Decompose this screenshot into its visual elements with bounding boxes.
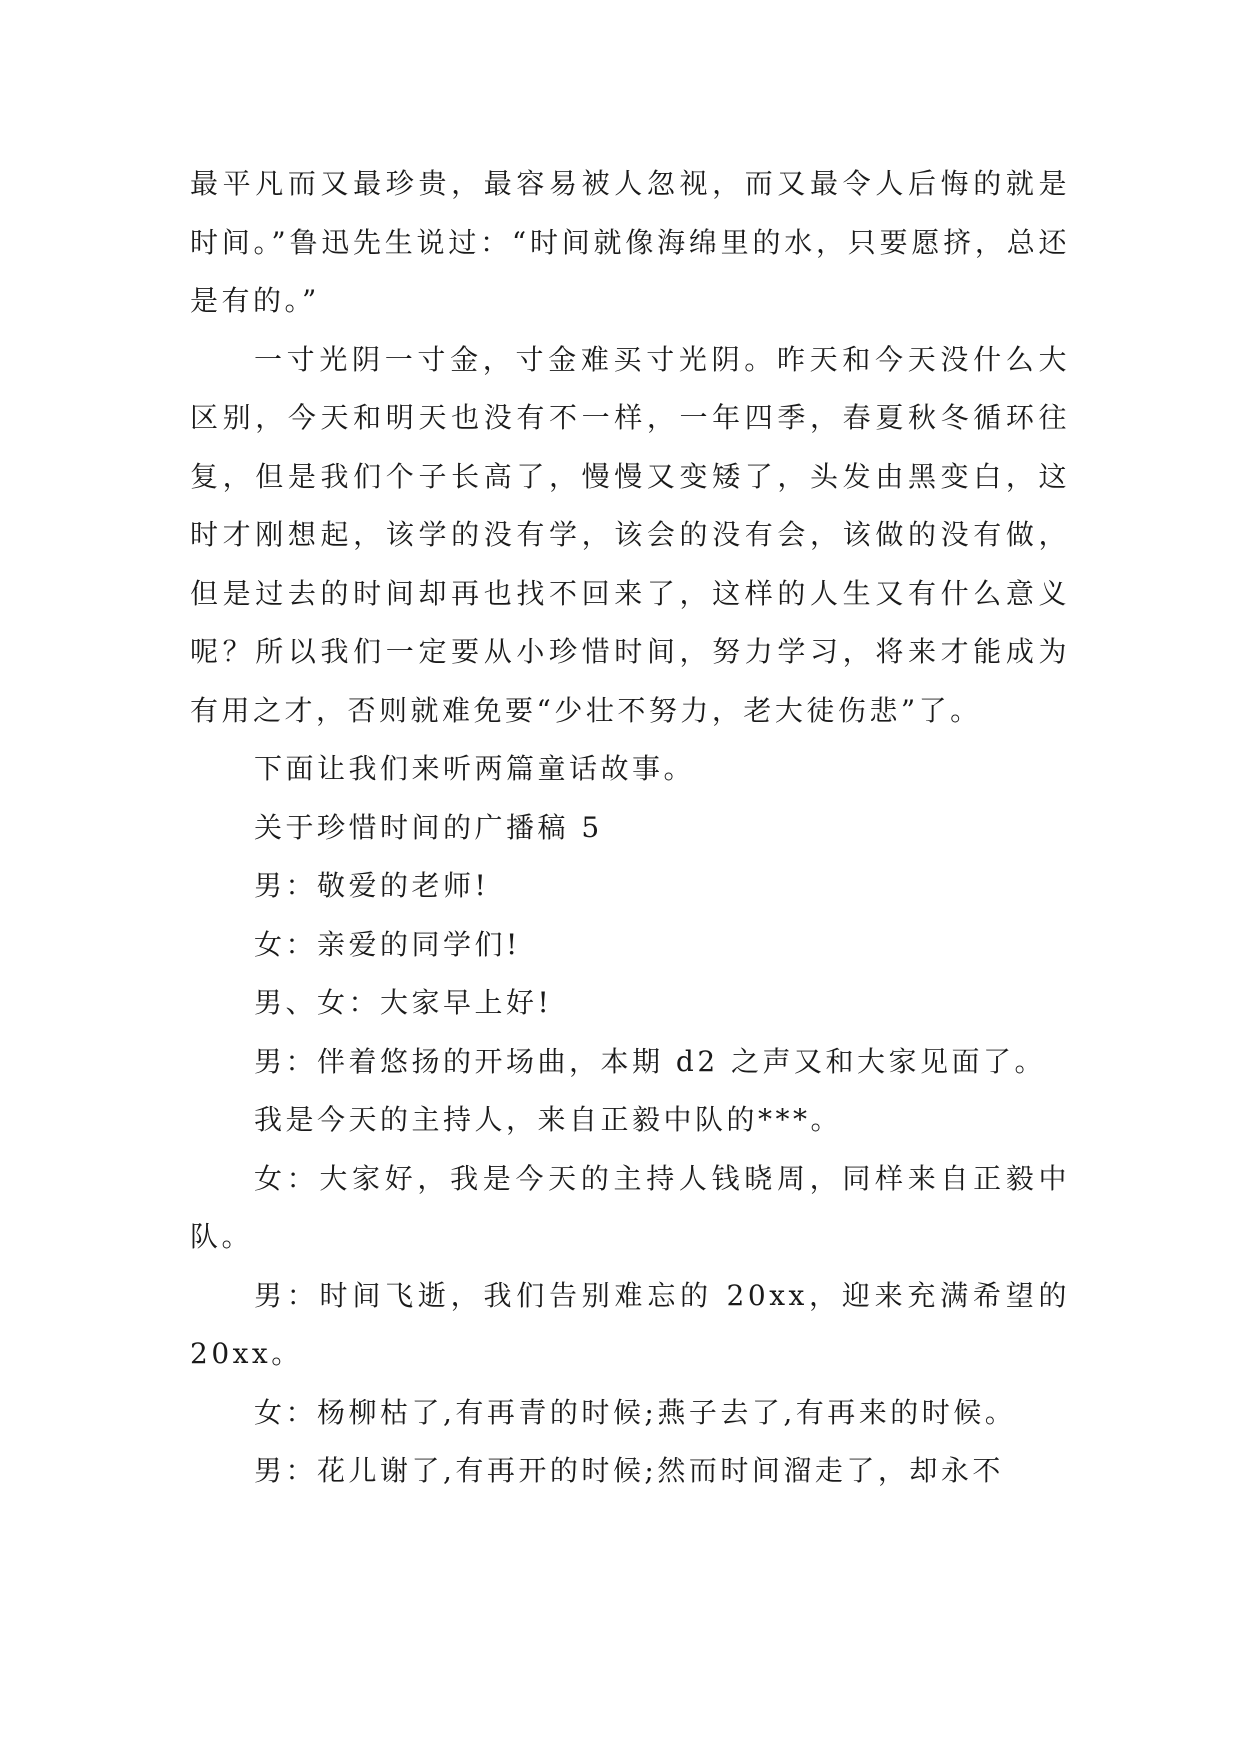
dialogue-line: 男：花儿谢了,有再开的时候;然而时间溜走了，却永不 — [254, 1454, 1004, 1487]
section-heading: 关于珍惜时间的广播稿 5 — [254, 810, 603, 844]
dialogue-line: 女：亲爱的同学们! — [254, 927, 521, 961]
document-page — [190, 155, 1070, 1501]
dialogue-line: 男：时间飞逝，我们告别难忘的 20xx，迎来充满希望的 20xx。 — [190, 1278, 1070, 1370]
dialogue-line: 男：伴着悠扬的开场曲，本期 d2 之声又和大家见面了。 — [254, 1044, 1047, 1078]
dialogue-line: 男、女：大家早上好! — [254, 986, 553, 1019]
dialogue-line: 男：敬爱的老师! — [254, 869, 490, 902]
paragraph-quote-time: 最平凡而又最珍贵，最容易被人忽视，而又最令人后悔的就是时间。”鲁迅先生说过：“时间就像海绵里的水，只要愿挤，总还是有的。” — [190, 167, 1070, 317]
dialogue-line: 我是今天的主持人，来自正毅中队的***。 — [254, 1103, 843, 1136]
dialogue-line: 女：杨柳枯了,有再青的时候;燕子去了,有再来的时候。 — [254, 1395, 1017, 1429]
paragraph-cherish-time: 一寸光阴一寸金，寸金难买寸光阴。昨天和今天没什么大区别，今天和明天也没有不一样，一年四季，春夏秋冬循环往复，但是我们个子长高了，慢慢又变矮了，头发由黑变白，这时才刚想起，该学的没有学，该会的没有会，该做的没有做，但是过去的时间却再也找不回来了，这样的人生又有什么意义呢？所以我们一定要从小珍惜时间，努力学习，将来才能成为有用之才，否则就难免要“少壮不努力，老大徒伤悲”了。 — [190, 342, 1070, 727]
paragraph-fairy-tales-intro: 下面让我们来听两篇童话故事。 — [254, 752, 696, 785]
dialogue-line: 女：大家好，我是今天的主持人钱晓周，同样来自正毅中队。 — [190, 1161, 1070, 1253]
